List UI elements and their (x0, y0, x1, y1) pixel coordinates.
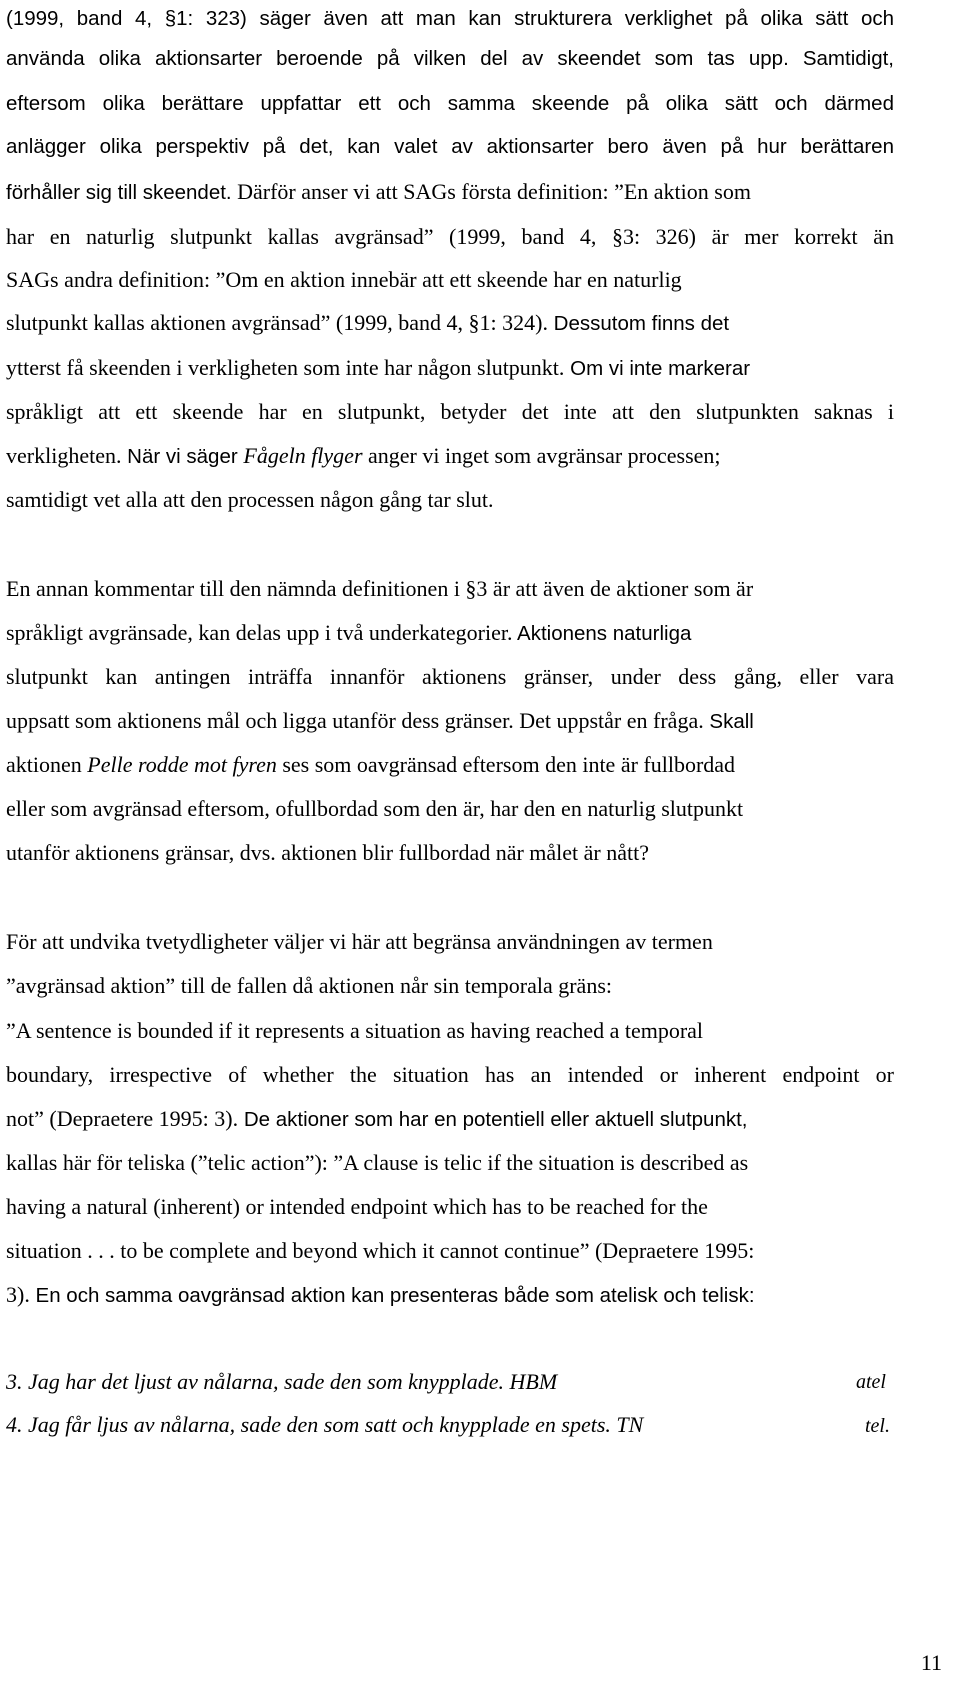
page-number: 11 (920, 1650, 942, 1675)
text-line: samtidigt vet alla att den processen någon gång tar slut. (6, 487, 494, 512)
text-line: använda olika aktionsarter beroende på vilken del av skeendet som tas upp. Samtidigt, (6, 47, 894, 70)
text-line: För att undvika tvetydligheter väljer vi här att begränsa användningen av termen (6, 929, 713, 954)
text-line: SAGs andra definition: ”Om en aktion innebär att ett skeende har en naturlig (6, 267, 682, 292)
text-line: språkligt avgränsade, kan delas upp i två underkategorier. Aktionens naturliga (6, 620, 692, 645)
text-line: ”avgränsad aktion” till de fallen då aktionen når sin temporala gräns: (6, 973, 612, 998)
text-line: språkligt att ett skeende har en slutpunkt, betyder det inte att den slutpunkten saknas i (6, 399, 894, 424)
example-phrase: Pelle rodde mot fyren (87, 752, 277, 777)
text-line: situation . . . to be complete and beyond which it cannot continue” (Depraetere 1995: (6, 1238, 755, 1263)
text-line: ytterst få skeenden i verkligheten som inte har någon slutpunkt. Om vi inte markerar (6, 355, 751, 380)
text-line: aktionen Pelle rodde mot fyren ses som oavgränsad eftersom den inte är fullbordad (6, 752, 736, 777)
example-sentence: 3. Jag har det ljust av nålarna, sade den som knypplade. HBM (6, 1369, 558, 1394)
example-phrase: Fågeln flyger (243, 443, 363, 468)
text-line: kallas här för teliska (”telic action”): ”A clause is telic if the situation is described as (6, 1150, 749, 1175)
example-tag: atel (856, 1371, 886, 1393)
text-line: anlägger olika perspektiv på det, kan valet av aktionsarter bero även på hur berättaren (6, 135, 894, 158)
text-line: not” (Depraetere 1995: 3). De aktioner som har en potentiell eller aktuell slutpunkt, (6, 1106, 748, 1131)
text-line: 3). En och samma oavgränsad aktion kan presenteras både som atelisk och telisk: (6, 1282, 755, 1307)
text-line: ”A sentence is bounded if it represents a situation as having reached a temporal (6, 1018, 704, 1043)
text-line: En annan kommentar till den nämnda definitionen i §3 är att även de aktioner som är (6, 576, 754, 601)
text-line: utanför aktionens gränsar, dvs. aktionen blir fullbordad när målet är nått? (6, 840, 650, 865)
text-line: verkligheten. När vi säger Fågeln flyger anger vi inget som avgränsar processen; (6, 443, 721, 468)
example-tag: tel. (865, 1415, 890, 1437)
text-line: slutpunkt kan antingen inträffa innanför aktionens gränser, under dess gång, eller vara (6, 664, 894, 689)
text-line: förhåller sig till skeendet. Därför anser vi att SAGs första definition: ”En aktion som (6, 179, 751, 204)
text-line: uppsatt som aktionens mål och ligga utanför dess gränser. Det uppstår en fråga. Skall (6, 708, 754, 733)
example-sentence: 4. Jag får ljus av nålarna, sade den som satt och knypplade en spets. TN (6, 1412, 644, 1437)
text-line: boundary, irrespective of whether the situation has an intended or inherent endpoint or (6, 1062, 894, 1087)
text-line: having a natural (inherent) or intended endpoint which has to be reached for the (6, 1194, 708, 1219)
text-line: eftersom olika berättare uppfattar ett och samma skeende på olika sätt och därmed (6, 92, 894, 115)
text-line: eller som avgränsad eftersom, ofullbordad som den är, har den en naturlig slutpunkt (6, 796, 744, 821)
text-line: (1999, band 4, §1: 323) säger även att man kan strukturera verklighet på olika sätt och (6, 7, 894, 30)
text-line: har en naturlig slutpunkt kallas avgränsad” (1999, band 4, §3: 326) är mer korrekt än (6, 224, 894, 249)
text-line: slutpunkt kallas aktionen avgränsad” (1999, band 4, §1: 324). Dessutom finns det (6, 310, 730, 335)
